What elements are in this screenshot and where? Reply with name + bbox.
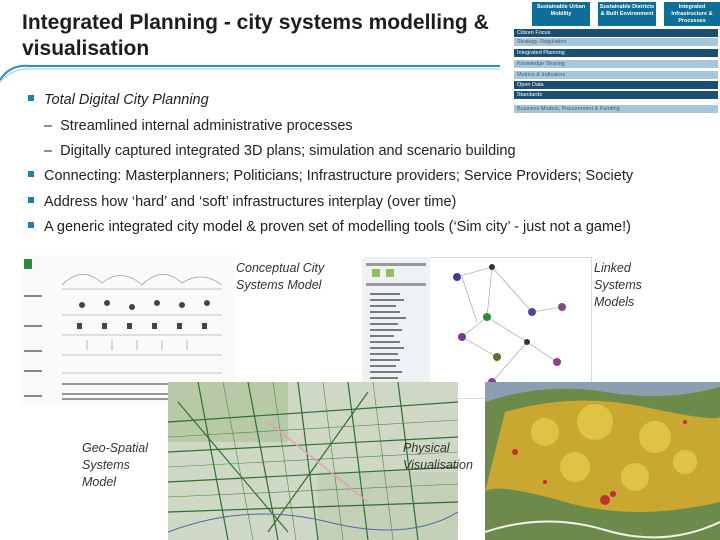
- framework-column: Sustainable Urban Mobility: [532, 2, 590, 26]
- framework-row: Standards: [514, 91, 718, 99]
- bullet-square-icon: [28, 197, 34, 203]
- bullet-text: A generic integrated city model & proven set of modelling tools (‘Sim city’ - just not a game!): [44, 219, 631, 235]
- sub-bullet-item: – Digitally captured integrated 3D plans; simulation and scenario building: [44, 143, 516, 159]
- framework-row: Strategy, Regulation: [514, 38, 718, 46]
- framework-column: Integrated Infrastructure & Processes: [664, 2, 720, 26]
- bullet-square-icon: [28, 171, 34, 177]
- sub-bullet-item: – Streamlined internal administrative processes: [44, 118, 353, 134]
- framework-diagram: [512, 0, 720, 118]
- bullet-item: [28, 168, 633, 184]
- slide-title: Integrated Planning - city systems modelling & visualisation: [22, 11, 489, 60]
- bullet-text: Connecting: Masterplanners; Politicians; Infrastructure providers; Service Providers; Society: [44, 168, 634, 184]
- caption-geospatial: Geo-Spatial Systems Model: [82, 441, 149, 489]
- bullet-item: [28, 92, 209, 108]
- linked-models-screenshot: [362, 257, 592, 399]
- framework-row: Open Data: [514, 81, 718, 89]
- caption-linked: Linked Systems Models: [594, 261, 642, 309]
- framework-row: Knowledge Sharing: [514, 60, 718, 68]
- bullet-text: Total Digital City Planning: [44, 92, 209, 108]
- bullet-item: [28, 194, 456, 210]
- framework-row: Metrics & Indicators: [514, 71, 718, 79]
- bullet-square-icon: [28, 222, 34, 228]
- framework-column: Sustainable Districts & Built Environment: [598, 2, 656, 26]
- physical-visualisation-image: [485, 382, 720, 540]
- caption-physical: Physical Visualisation: [403, 441, 473, 472]
- decorative-swoosh: [0, 60, 520, 84]
- caption-conceptual: Conceptual City Systems Model: [236, 261, 325, 292]
- bullet-text: Streamlined internal administrative processes: [60, 118, 353, 134]
- framework-row: Integrated Planning: [514, 49, 718, 57]
- bullet-item: [28, 219, 631, 235]
- bullet-text: Digitally captured integrated 3D plans; simulation and scenario building: [60, 143, 516, 159]
- framework-row: Business Models, Procurement & Funding: [514, 105, 718, 113]
- bullet-square-icon: [28, 95, 34, 101]
- bullet-text: Address how ‘hard’ and ‘soft’ infrastructures interplay (over time): [44, 194, 457, 210]
- framework-row: Citizen Focus: [514, 29, 718, 37]
